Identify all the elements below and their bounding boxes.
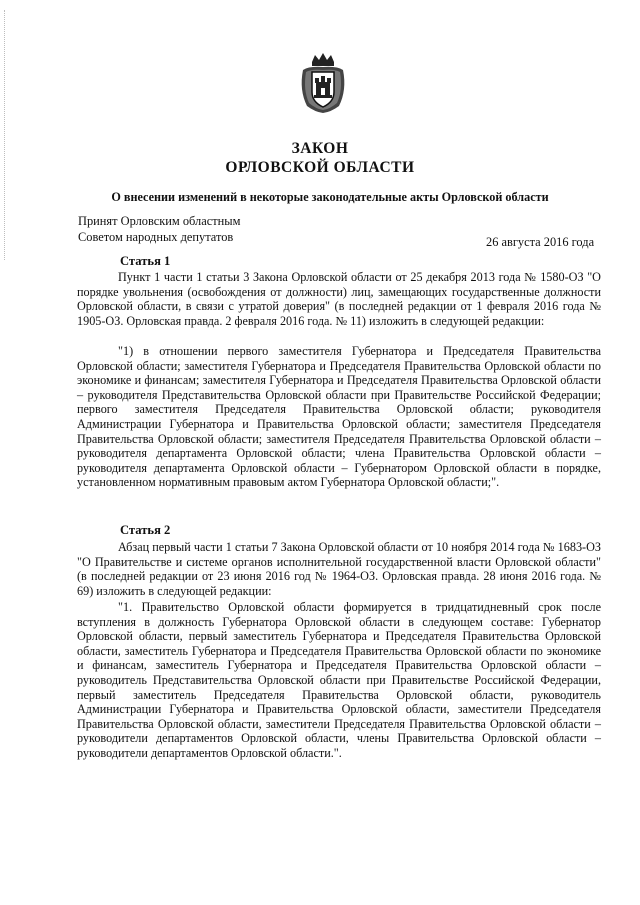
article-2-quote: "1. Правительство Орловской области формируется в тридцатидневный срок после вступления в должность Губернатора Орловской области в следующем составе: Губернатор Орловской области, первый заместитель Губернатора и Председателя Правительства Орловской области, заместитель Губернатора и Председателя Правительства Орловской области по экономике и финансам, заместитель Губернатора и Председателя Правительства Орловской области – руководитель Представительства Орловской области при Правительстве Российской Федерации, первый заместитель Председателя Правительства Орловской области, руководитель Администрации Губернатора и Правительства Орловской области, заместители Председателя Правительства Орловской области, заместители Председателя Правительства Орловской области – руководители департаментов Орловской области, члены Правительства Орловской области – руководители департаментов Орловской области.". [77,600,601,760]
law-subject: О внесении изменений в некоторые законодательные акты Орловской области [111,190,549,204]
article-2-heading: Статья 2 [120,523,171,537]
adoption-note [78,213,240,245]
scan-edge-marks [4,10,6,260]
law-title: ЗАКОН [291,140,349,157]
coat-of-arms-icon [297,52,349,114]
article-1-quote: "1) в отношении первого заместителя Губернатора и Председателя Правительства Орловской области; заместителя Губернатора и Председателя Правительства Орловской области по экономике и финансам; заместителя Губернатора и Председателя Правительства Орловской области – руководителя Представительства Орловской области при Правительстве Российской Федерации; первого заместителя Председателя Правительства Орловской области; руководителя Администрации Губернатора и Правительства Орловской области; заместителя Председателя Правительства Орловской области; заместителя Председателя Правительства Орловской области – руководителя департамента Орловской области; члена Правительства Орловской области – руководителя департамента Орловской области – Губернатором Орловской области в порядке, установленном нормативным правовым актом Губернатора Орловской области;". [77,344,601,490]
article-1-intro: Пункт 1 части 1 статьи 3 Закона Орловской области от 25 декабря 2013 года № 1580-ОЗ "О порядке увольнения (освобождения от должности) лиц, замещающих государственные должности Орловской области, в связи с утратой доверия" (в последней редакции от 1 февраля 2016 года № 1905-ОЗ. Орловская правда. 2 февраля 2016 года. № 11) изложить в следующей редакции: [77,270,601,328]
region-title: ОРЛОВСКОЙ ОБЛАСТИ [225,159,415,176]
adoption-line-2: Советом народных депутатов [78,230,234,244]
adoption-line-1: Принят Орловским областным [78,214,241,228]
article-2-intro: Абзац первый части 1 статьи 7 Закона Орловской области от 10 ноября 2014 года № 1683-ОЗ "О Правительстве и системе органов исполнительной государственной власти Орловской области" (в последней редакции от 23 июня 2016 год № 1964-ОЗ. Орловская правда. 28 июня 2016 года. № 69) изложить в следующей редакции: [77,540,601,598]
adoption-date: 26 августа 2016 года [486,235,595,249]
article-1-heading: Статья 1 [120,254,171,268]
